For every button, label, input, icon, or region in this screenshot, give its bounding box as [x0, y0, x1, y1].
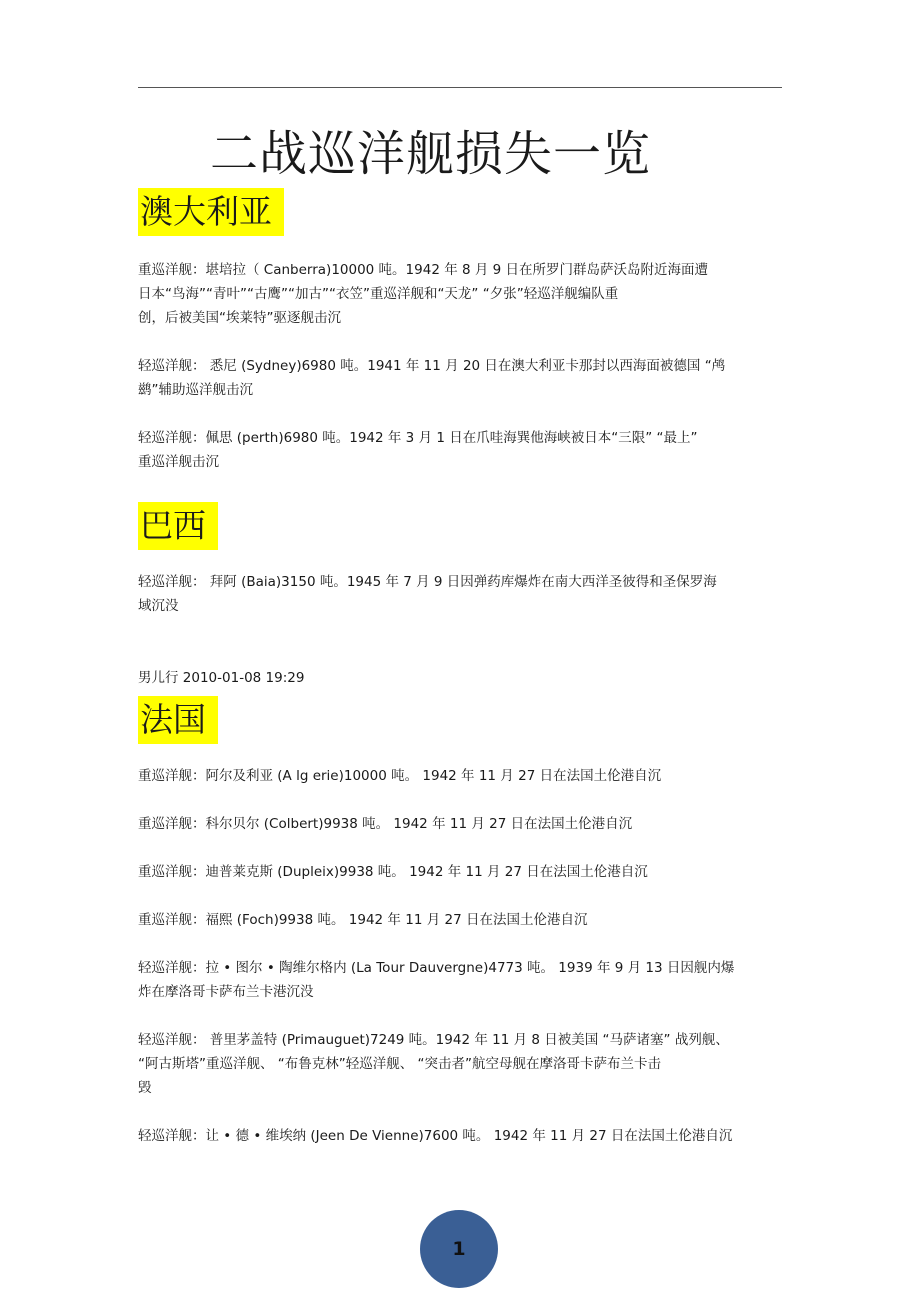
- entry-baia: 轻巡洋舰： 拜阿 (Baia)3150 吨。1945 年 7 月 9 日因弹药库爆炸在南大西洋圣彼得和圣保罗海 域沉没: [138, 574, 717, 614]
- section-heading-brazil: 巴西: [138, 502, 218, 550]
- document-title: 二战巡洋舰损失一览: [210, 126, 652, 182]
- entry-canberra: 重巡洋舰：堪培拉（ Canberra)10000 吨。1942 年 8 月 9 日在所罗门群岛萨沃岛附近海面遭 日本“鸟海”“青叶”“古鹰”“加古”“衣笠”重巡洋舰和“天龙” “夕张”轻巡洋舰编队重 创，后被美国“埃莱特”驱逐舰击沉: [138, 262, 709, 326]
- entry-jean-de-vienne: 轻巡洋舰：让 • 德 • 维埃纳 (Jeen De Vienne)7600 吨。 1942 年 11 月 27 日在法国土伦港自沉: [138, 1128, 733, 1144]
- section-heading-australia: 澳大利亚: [138, 188, 284, 236]
- entry-dupleix: 重巡洋舰：迪普莱克斯 (Dupleix)9938 吨。 1942 年 11 月 27 日在法国土伦港自沉: [138, 864, 648, 880]
- byline: 男儿行 2010-01-08 19:29: [138, 670, 305, 686]
- entry-la-tour-dauvergne: 轻巡洋舰：拉 • 图尔 • 陶维尔格内 (La Tour Dauvergne)4773 吨。 1939 年 9 月 13 日因舰内爆 炸在摩洛哥卡萨布兰卡港沉没: [138, 960, 735, 1000]
- entry-sydney: 轻巡洋舰： 悉尼 (Sydney)6980 吨。1941 年 11 月 20 日在澳大利亚卡那封以西海面被德国 “鸬 鹚”辅助巡洋舰击沉: [138, 358, 726, 398]
- entry-perth: 轻巡洋舰：佩思 (perth)6980 吨。1942 年 3 月 1 日在爪哇海巽他海峡被日本“三限” “最上” 重巡洋舰击沉: [138, 430, 698, 470]
- entry-colbert: 重巡洋舰：科尔贝尔 (Colbert)9938 吨。 1942 年 11 月 27 日在法国土伦港自沉: [138, 816, 633, 832]
- entry-algerie: 重巡洋舰：阿尔及利亚 (A lg erie)10000 吨。 1942 年 11 月 27 日在法国土伦港自沉: [138, 768, 662, 784]
- header-rule: [138, 87, 782, 88]
- entry-primauguet: 轻巡洋舰： 普里茅盖特 (Primauguet)7249 吨。1942 年 11 月 8 日被美国 “马萨诸塞” 战列舰、 “阿古斯塔”重巡洋舰、 “布鲁克林”轻巡洋舰、 “突击者”航空母舰在摩洛哥卡萨布兰卡击 毁: [138, 1032, 729, 1096]
- page-number-badge: 1: [420, 1210, 498, 1288]
- entry-foch: 重巡洋舰：福熙 (Foch)9938 吨。 1942 年 11 月 27 日在法国土伦港自沉: [138, 912, 588, 928]
- section-heading-france: 法国: [138, 696, 218, 744]
